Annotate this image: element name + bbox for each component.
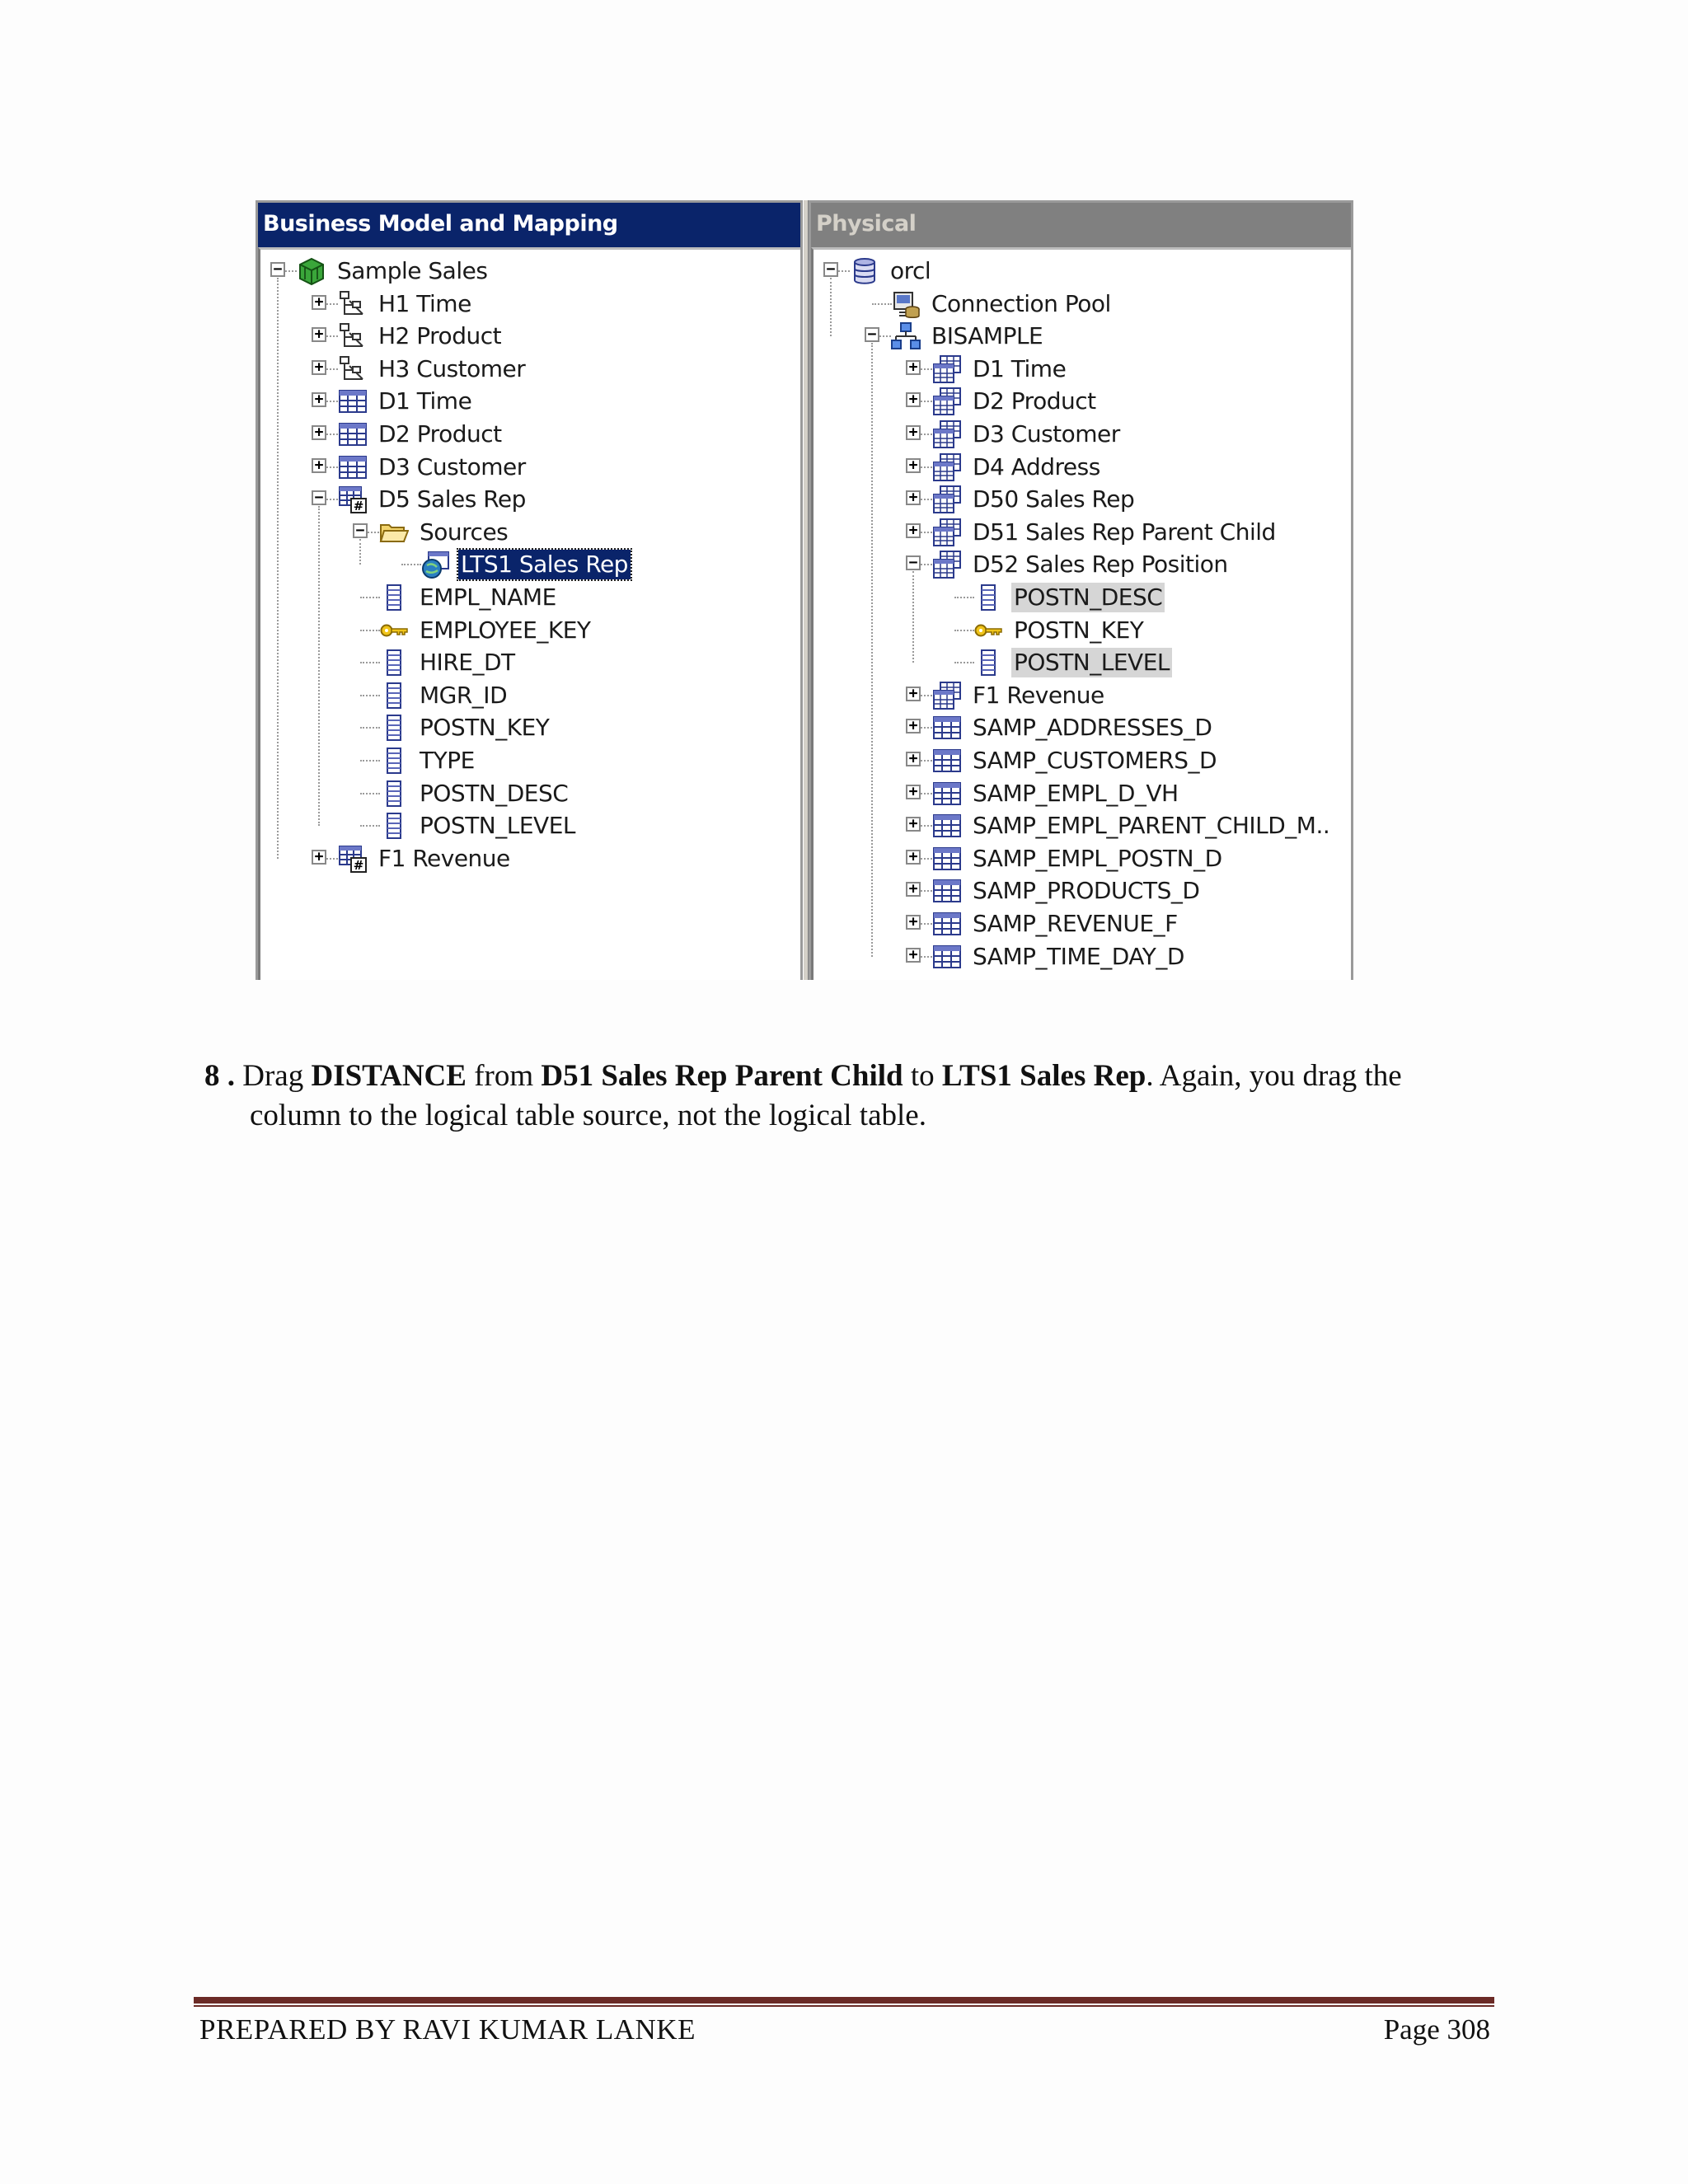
- bmm-tree-branch: [360, 825, 380, 827]
- phys-node-d52-sales-rep-position[interactable]: [906, 548, 1351, 581]
- expand-icon[interactable]: +: [312, 850, 326, 865]
- folder-open-icon: [379, 518, 409, 547]
- physical-table-icon: [932, 746, 962, 776]
- expand-icon[interactable]: +: [906, 425, 921, 440]
- bmm-node-label: Sample Sales: [337, 257, 488, 284]
- expand-icon[interactable]: +: [906, 458, 921, 473]
- bmm-node-label: F1 Revenue: [378, 844, 510, 872]
- phys-tree-branch: [921, 401, 932, 402]
- target-source-name: LTS1 Sales Rep: [941, 1059, 1146, 1093]
- alias-table-icon: [932, 354, 962, 384]
- phys-tree-branch: [921, 793, 932, 794]
- phys-node-label: Connection Pool: [931, 289, 1111, 317]
- phys-tree-connector: [871, 343, 873, 956]
- phys-node-label: POSTN_DESC: [1011, 583, 1165, 612]
- bmm-tree-branch: [326, 335, 338, 337]
- bmm-tree-branch: [360, 630, 380, 631]
- hierarchy-icon: [338, 354, 368, 384]
- bmm-tree-connector: [277, 278, 279, 859]
- bmm-tree-branch: [326, 466, 338, 468]
- database-icon: [850, 256, 879, 286]
- phys-tree-branch: [921, 858, 932, 860]
- phys-node-label: SAMP_PRODUCTS_D: [973, 877, 1200, 905]
- bmm-node-employee-key[interactable]: [353, 614, 800, 647]
- business-model-panel: [256, 200, 803, 980]
- expand-icon[interactable]: +: [312, 458, 326, 473]
- column-icon: [379, 648, 409, 677]
- phys-node-label: D2 Product: [973, 387, 1096, 415]
- expand-icon[interactable]: +: [906, 719, 921, 733]
- phys-tree-branch: [921, 499, 932, 500]
- source-table-name: D51 Sales Rep Parent Child: [541, 1059, 903, 1093]
- phys-node-d4-address[interactable]: [906, 451, 1351, 484]
- key-icon: [973, 616, 1003, 645]
- bmm-tree-branch: [360, 793, 380, 794]
- hierarchy-icon: [338, 289, 368, 319]
- expand-icon[interactable]: +: [906, 817, 921, 832]
- bmm-tree-branch: [326, 434, 338, 435]
- phys-node-label: SAMP_CUSTOMERS_D: [973, 747, 1217, 774]
- collapse-icon[interactable]: −: [865, 327, 879, 342]
- expand-icon[interactable]: +: [906, 523, 921, 538]
- bmm-node-mgr-id[interactable]: [353, 679, 800, 712]
- bmm-node-d5-sales-rep[interactable]: [312, 483, 800, 516]
- logical-table-keyed-icon: [338, 485, 368, 514]
- bmm-tree-branch: [360, 662, 380, 663]
- bmm-tree-branch: [285, 270, 297, 272]
- column-icon: [379, 583, 409, 612]
- bmm-node-label: D3 Customer: [378, 452, 526, 480]
- phys-tree-branch: [921, 368, 932, 370]
- phys-tree-branch: [879, 335, 891, 337]
- phys-node-d2-product[interactable]: [906, 385, 1351, 418]
- physical-tree: [814, 250, 1351, 980]
- footer-rule-thin: [194, 2005, 1494, 2007]
- expand-icon[interactable]: +: [906, 948, 921, 963]
- physical-table-icon: [932, 876, 962, 906]
- expand-icon[interactable]: +: [906, 360, 921, 375]
- phys-tree-branch: [921, 532, 932, 533]
- phys-node-d1-time[interactable]: [906, 353, 1351, 386]
- bmm-tree-branch: [360, 760, 380, 762]
- instruction-step: [204, 1057, 1540, 1136]
- phys-node-label: SAMP_ADDRESSES_D: [973, 714, 1212, 742]
- collapse-icon[interactable]: −: [906, 555, 921, 570]
- column-icon: [973, 583, 1003, 612]
- bmm-node-postn-level[interactable]: [353, 809, 800, 842]
- bmm-tree-area: [258, 247, 800, 980]
- bmm-node-label: TYPE: [420, 747, 475, 774]
- phys-tree-branch: [921, 695, 932, 696]
- logical-table-icon: [338, 419, 368, 449]
- expand-icon[interactable]: +: [906, 915, 921, 930]
- bmm-panel-title: Business Model and Mapping: [258, 203, 800, 247]
- phys-node-label: D3 Customer: [973, 420, 1120, 448]
- phys-tree-branch: [872, 303, 892, 305]
- phys-node-label: orcl: [890, 257, 931, 284]
- bmm-node-h2-product[interactable]: [312, 320, 800, 353]
- phys-node-label: D4 Address: [973, 452, 1100, 480]
- phys-tree-branch: [921, 564, 932, 565]
- bmm-node-hire-dt[interactable]: [353, 646, 800, 679]
- phys-tree-branch: [921, 923, 932, 925]
- bmm-node-label: D2 Product: [378, 420, 502, 448]
- phys-node-samp-addresses-d[interactable]: [906, 711, 1351, 744]
- bmm-node-label: EMPL_NAME: [420, 583, 556, 611]
- alias-table-icon: [932, 452, 962, 482]
- bmm-tree-branch: [401, 564, 421, 565]
- phys-node-postn-desc[interactable]: [947, 581, 1351, 614]
- bmm-node-sources[interactable]: [353, 516, 800, 549]
- column-icon: [379, 746, 409, 776]
- bmm-node-label: POSTN_LEVEL: [420, 812, 575, 840]
- bmm-tree-branch: [360, 727, 380, 729]
- physical-tree-area: [811, 247, 1351, 980]
- bmm-tree-branch: [360, 597, 380, 598]
- bmm-node-d3-customer[interactable]: [312, 451, 800, 484]
- bmm-node-label: MGR_ID: [420, 681, 508, 709]
- phys-node-postn-key[interactable]: [947, 614, 1351, 647]
- hierarchy-icon: [338, 321, 368, 351]
- phys-node-samp-time-day-d[interactable]: [906, 940, 1351, 973]
- expand-icon[interactable]: +: [906, 752, 921, 766]
- bmm-node-d1-time[interactable]: [312, 385, 800, 418]
- phys-tree-branch: [921, 890, 932, 892]
- instruction-text-4: . Again, you drag the: [1146, 1059, 1402, 1093]
- phys-tree-branch: [921, 727, 932, 729]
- bmm-node-postn-key[interactable]: [353, 711, 800, 744]
- instruction-text-2: from: [466, 1059, 542, 1093]
- step-number: 8 .: [204, 1059, 235, 1093]
- bmm-tree-connector: [318, 506, 320, 826]
- bmm-node-label: D5 Sales Rep: [378, 485, 526, 513]
- bmm-tree-branch: [326, 858, 338, 860]
- business-model-cube-icon: [297, 256, 326, 286]
- bmm-node-type[interactable]: [353, 744, 800, 777]
- bmm-node-label: H2 Product: [378, 322, 502, 350]
- phys-node-label: D1 Time: [973, 354, 1067, 382]
- bmm-node-label: POSTN_KEY: [420, 714, 550, 742]
- bmm-node-label: H3 Customer: [378, 354, 526, 382]
- alias-table-icon: [932, 419, 962, 449]
- physical-table-icon: [932, 909, 962, 939]
- bmm-node-lts1-sales-rep[interactable]: [394, 548, 800, 581]
- bmm-tree-branch: [326, 499, 338, 500]
- bmm-node-label: HIRE_DT: [420, 649, 515, 677]
- expand-icon[interactable]: +: [312, 327, 326, 342]
- footer-page-number: Page 308: [1383, 2013, 1490, 2046]
- phys-node-orcl[interactable]: [823, 255, 1351, 288]
- key-icon: [379, 616, 409, 645]
- column-name-distance: DISTANCE: [311, 1059, 467, 1093]
- phys-node-bisample[interactable]: [865, 320, 1351, 353]
- phys-node-d51-sales-rep-parent-child[interactable]: [906, 516, 1351, 549]
- phys-node-connection-pool[interactable]: [865, 288, 1351, 321]
- phys-node-samp-revenue-f[interactable]: [906, 907, 1351, 940]
- phys-tree-branch: [954, 630, 974, 631]
- collapse-icon[interactable]: −: [270, 262, 285, 277]
- phys-node-samp-empl-parent-child-m[interactable]: [906, 809, 1351, 842]
- bmm-node-label: Sources: [420, 518, 509, 546]
- bmm-node-label: POSTN_DESC: [420, 779, 569, 807]
- physical-table-icon: [932, 811, 962, 841]
- bmm-tree: [260, 250, 800, 980]
- bmm-node-label: LTS1 Sales Rep: [458, 550, 631, 579]
- column-icon: [379, 681, 409, 710]
- alias-table-icon: [932, 550, 962, 579]
- phys-node-label: SAMP_EMPL_POSTN_D: [973, 844, 1222, 872]
- phys-node-label: D51 Sales Rep Parent Child: [973, 518, 1276, 546]
- expand-icon[interactable]: +: [906, 392, 921, 407]
- footer-author: PREPARED BY RAVI KUMAR LANKE: [199, 2013, 696, 2046]
- phys-node-postn-level[interactable]: [947, 646, 1351, 679]
- alias-table-icon: [932, 681, 962, 710]
- panel-divider[interactable]: [803, 200, 809, 980]
- column-icon: [973, 648, 1003, 677]
- alias-table-icon: [932, 518, 962, 547]
- column-icon: [379, 713, 409, 743]
- expand-icon[interactable]: +: [312, 392, 326, 407]
- phys-node-label: BISAMPLE: [931, 322, 1043, 350]
- instruction-text-1: Drag: [242, 1059, 312, 1093]
- expand-icon[interactable]: +: [906, 490, 921, 505]
- phys-node-d3-customer[interactable]: [906, 418, 1351, 451]
- phys-node-f1-revenue[interactable]: [906, 679, 1351, 712]
- phys-node-samp-empl-postn-d[interactable]: [906, 842, 1351, 875]
- phys-tree-branch: [921, 825, 932, 827]
- logical-table-icon: [338, 387, 368, 416]
- physical-table-icon: [932, 844, 962, 874]
- phys-tree-branch: [921, 760, 932, 762]
- alias-table-icon: [932, 485, 962, 514]
- bmm-tree-branch: [326, 368, 338, 370]
- schema-icon: [891, 321, 921, 351]
- phys-node-samp-products-d[interactable]: [906, 874, 1351, 907]
- collapse-icon[interactable]: −: [353, 523, 368, 538]
- bmm-tree-branch: [368, 532, 379, 533]
- bmm-node-h3-customer[interactable]: [312, 353, 800, 386]
- phys-tree-branch: [921, 434, 932, 435]
- phys-node-label: D52 Sales Rep Position: [973, 551, 1228, 579]
- phys-tree-branch: [954, 597, 974, 598]
- expand-icon[interactable]: +: [906, 882, 921, 897]
- expand-icon[interactable]: +: [906, 785, 921, 799]
- phys-tree-branch: [921, 956, 932, 958]
- expand-icon[interactable]: +: [906, 850, 921, 865]
- logical-table-icon: [338, 452, 368, 482]
- phys-node-label: SAMP_TIME_DAY_D: [973, 942, 1184, 970]
- expand-icon[interactable]: +: [312, 360, 326, 375]
- footer-rule-thick: [194, 1997, 1494, 2004]
- bmm-node-empl-name[interactable]: [353, 581, 800, 614]
- bmm-node-label: D1 Time: [378, 387, 472, 415]
- phys-node-label: SAMP_EMPL_D_VH: [973, 779, 1179, 807]
- expand-icon[interactable]: +: [312, 295, 326, 310]
- bmm-node-d2-product[interactable]: [312, 418, 800, 451]
- phys-node-d50-sales-rep[interactable]: [906, 483, 1351, 516]
- phys-node-label: SAMP_REVENUE_F: [973, 910, 1178, 937]
- logical-table-keyed-icon: [338, 844, 368, 874]
- physical-panel-title: Physical: [811, 203, 1351, 247]
- column-icon: [379, 779, 409, 808]
- bmm-node-postn-desc[interactable]: [353, 777, 800, 810]
- collapse-icon[interactable]: −: [823, 262, 838, 277]
- phys-node-samp-empl-d-vh[interactable]: [906, 777, 1351, 810]
- phys-tree-branch: [921, 466, 932, 468]
- logical-table-source-icon: [420, 550, 450, 579]
- phys-node-label: F1 Revenue: [973, 681, 1104, 709]
- physical-table-icon: [932, 942, 962, 972]
- column-icon: [379, 811, 409, 841]
- bmm-node-label: H1 Time: [378, 289, 471, 317]
- phys-node-label: POSTN_LEVEL: [1011, 648, 1172, 677]
- phys-node-label: SAMP_EMPL_PARENT_CHILD_M..: [973, 812, 1330, 840]
- phys-node-samp-customers-d[interactable]: [906, 744, 1351, 777]
- connection-pool-icon: [891, 289, 921, 319]
- instruction-line-2: column to the logical table source, not the logical table.: [250, 1099, 926, 1132]
- physical-panel: [809, 200, 1353, 980]
- bmm-node-f1-revenue[interactable]: [312, 842, 800, 875]
- bmm-node-h1-time[interactable]: [312, 288, 800, 321]
- bmm-node-sample-sales[interactable]: [270, 255, 800, 288]
- physical-table-icon: [932, 779, 962, 808]
- phys-node-label: POSTN_KEY: [1014, 616, 1144, 644]
- bmm-tree-branch: [326, 303, 338, 305]
- bmm-tree-branch: [326, 401, 338, 402]
- expand-icon[interactable]: +: [906, 687, 921, 701]
- physical-table-icon: [932, 713, 962, 743]
- phys-tree-branch: [838, 270, 850, 272]
- expand-icon[interactable]: +: [312, 425, 326, 440]
- phys-node-label: D50 Sales Rep: [973, 485, 1135, 513]
- instruction-text-3: to: [903, 1059, 942, 1093]
- phys-tree-connector: [912, 571, 914, 663]
- bmm-node-label: EMPLOYEE_KEY: [420, 616, 591, 644]
- collapse-icon[interactable]: −: [312, 490, 326, 505]
- bmm-tree-branch: [360, 695, 380, 696]
- alias-table-icon: [932, 387, 962, 416]
- phys-tree-branch: [954, 662, 974, 663]
